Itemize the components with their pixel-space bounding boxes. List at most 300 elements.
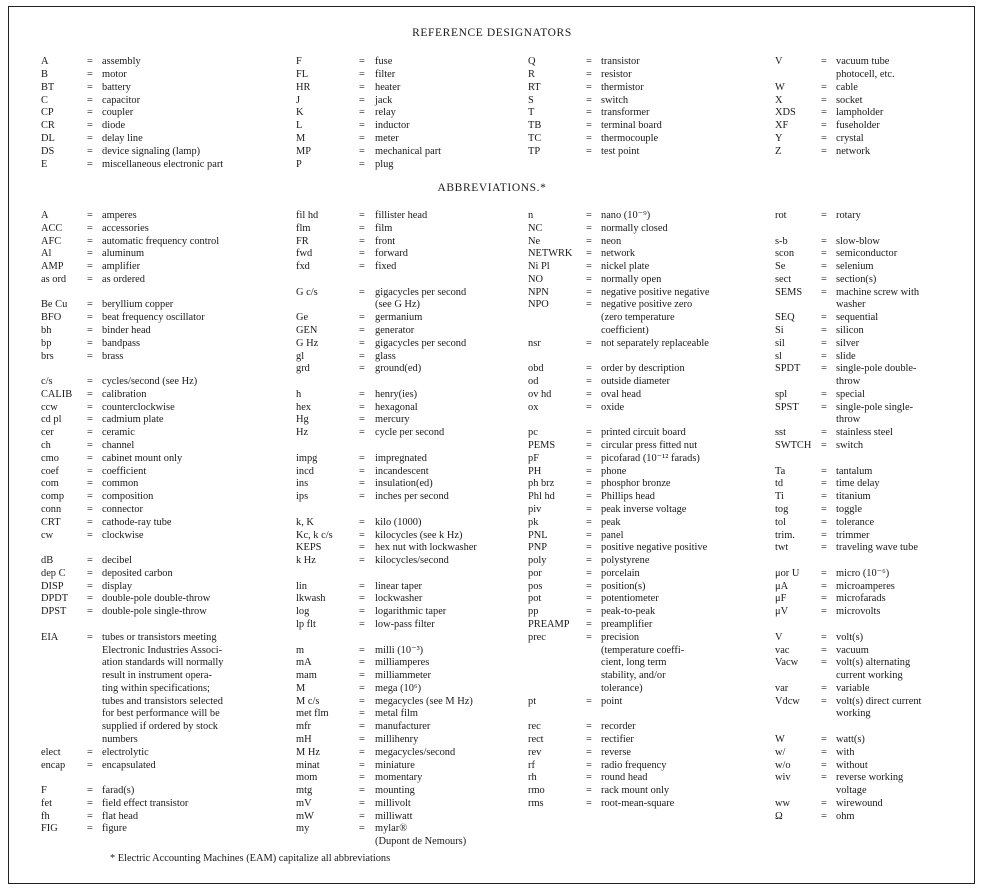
abbr-code: hex [296, 401, 312, 413]
abbr-code: od [528, 376, 539, 388]
abbr-equals: = [87, 210, 93, 221]
abbr-code: sst [775, 427, 786, 439]
abbr-definition: Electronic Industries Associ- [102, 644, 223, 656]
document-frame [8, 6, 975, 884]
abbr-definition: automatic frequency control [102, 235, 220, 247]
abbr-definition: coefficient) [601, 325, 649, 337]
abbr-definition: forward [375, 248, 408, 260]
ref-equals: = [87, 120, 93, 132]
ref-equals: = [87, 81, 93, 93]
abbr-definition: rotary [836, 210, 861, 221]
abbr-equals: = [359, 657, 365, 669]
abbr-equals: = [87, 465, 93, 477]
ref-code: RT [528, 81, 541, 93]
abbr-code: tol [775, 516, 786, 528]
ref-code: W [775, 81, 785, 93]
ref-code: TC [528, 133, 542, 145]
abbr-code: w/o [775, 759, 791, 771]
abbr-equals: = [821, 593, 827, 605]
abbr-definition: milli (10⁻³) [375, 644, 424, 656]
ref-equals: = [87, 94, 93, 106]
abbr-definition: milliwatt [375, 810, 413, 822]
abbr-code: k, K [296, 516, 314, 528]
abbr-code: AMP [41, 261, 64, 273]
abbr-equals: = [359, 248, 365, 260]
abbr-code: PH [528, 465, 542, 477]
abbr-definition: porcelain [601, 567, 640, 579]
abbr-code: elect [41, 746, 61, 758]
abbr-equals: = [359, 721, 365, 733]
abbr-definition: trimmer [836, 529, 870, 541]
abbr-definition: root-mean-square [601, 797, 675, 809]
ref-equals: = [586, 56, 592, 67]
ref-equals: = [87, 107, 93, 119]
ref-equals: = [821, 81, 827, 93]
ref-code: CP [41, 107, 54, 119]
abbr-equals: = [87, 388, 93, 400]
ref-definition: battery [102, 81, 131, 93]
abbr-definition: cadmium plate [102, 414, 164, 426]
abbr-definition: (see G Hz) [375, 299, 421, 311]
abbr-definition: mylar® [375, 823, 408, 835]
abbr-definition: momentary [375, 772, 423, 784]
abbr-definition: voltage [836, 785, 867, 797]
abbr-code: AFC [41, 235, 62, 247]
abbr-equals: = [586, 529, 592, 541]
abbr-equals: = [87, 478, 93, 490]
ref-definition: heater [375, 81, 401, 93]
abbr-code: pc [528, 427, 538, 439]
abbr-code: var [775, 682, 789, 694]
abbr-code: mV [296, 797, 312, 809]
abbr-equals: = [87, 273, 93, 285]
abbr-equals: = [359, 312, 365, 324]
ref-equals: = [586, 145, 592, 157]
abbr-code: Be Cu [41, 299, 68, 311]
abbr-equals: = [87, 606, 93, 618]
abbr-code: pos [528, 580, 543, 592]
abbr-code: s-b [775, 235, 788, 247]
ref-code: DS [41, 145, 55, 157]
ref-equals: = [821, 120, 827, 132]
ref-code: XDS [775, 107, 796, 119]
abbr-equals: = [586, 478, 592, 490]
abbr-code: NO [528, 273, 544, 285]
abbr-equals: = [87, 631, 93, 643]
abbr-definition: result in instrument opera- [102, 670, 212, 682]
ref-code: XF [775, 120, 789, 132]
abbr-definition: reverse [601, 746, 631, 758]
abbr-equals: = [359, 670, 365, 682]
abbr-equals: = [359, 235, 365, 247]
ref-equals: = [586, 68, 592, 80]
abbr-equals: = [359, 810, 365, 822]
abbr-definition: stainless steel [836, 427, 893, 439]
ref-code: S [528, 94, 534, 106]
abbr-definition: volt(s) direct current [836, 695, 922, 707]
abbr-definition: ceramic [102, 427, 135, 439]
abbr-code: fet [41, 797, 52, 809]
abbr-definition: machine screw with [836, 286, 920, 298]
abbr-code: ww [775, 797, 791, 809]
abbr-definition: glass [375, 350, 396, 362]
abbr-code: μA [775, 580, 789, 592]
abbr-code: sect [775, 273, 792, 285]
abbr-equals: = [821, 529, 827, 541]
abbr-definition: vacuum [836, 644, 869, 656]
abbr-code: minat [296, 759, 320, 771]
abbr-equals: = [359, 529, 365, 541]
abbr-equals: = [87, 261, 93, 273]
ref-definition: cable [836, 81, 858, 93]
ref-definition: thermistor [601, 81, 644, 93]
abbr-code: PNP [528, 542, 548, 554]
abbr-equals: = [359, 772, 365, 784]
abbr-code: comp [41, 491, 65, 503]
abbr-equals: = [821, 606, 827, 618]
abbr-code: sil [775, 337, 785, 349]
abbr-definition: logarithmic taper [375, 606, 447, 618]
ref-definition: crystal [836, 133, 864, 145]
abbr-definition: display [102, 580, 133, 592]
ref-definition: terminal board [601, 120, 662, 132]
abbr-equals: = [359, 350, 365, 362]
abbr-equals: = [359, 733, 365, 745]
abbr-equals: = [359, 210, 365, 221]
abbr-code: pF [528, 452, 539, 464]
abbr-equals: = [586, 235, 592, 247]
abbr-code: com [41, 478, 59, 490]
abbr-definition: gigacycles per second [375, 337, 467, 349]
abbr-definition: connector [102, 503, 143, 515]
ref-equals: = [586, 107, 592, 119]
abbr-equals: = [821, 657, 827, 669]
abbr-equals: = [586, 606, 592, 618]
abbr-equals: = [586, 452, 592, 464]
abbr-definition: nano (10⁻⁹) [601, 210, 651, 221]
abbr-code: NPN [528, 286, 549, 298]
abbr-definition: ground(ed) [375, 363, 422, 375]
abbr-definition: recorder [601, 721, 636, 733]
abbr-equals: = [87, 401, 93, 413]
abbr-equals: = [821, 644, 827, 656]
ref-equals: = [359, 81, 365, 93]
abbr-equals: = [359, 695, 365, 707]
ref-code: CR [41, 120, 55, 132]
abbr-definition: time delay [836, 478, 880, 490]
abbr-definition: radio frequency [601, 759, 667, 771]
abbr-code: trim. [775, 529, 795, 541]
ref-code: FL [296, 68, 309, 80]
abbr-equals: = [87, 235, 93, 247]
ref-definition: photocell, etc. [836, 68, 895, 80]
abbr-equals: = [821, 759, 827, 771]
abbr-equals: = [359, 363, 365, 375]
ref-code: Z [775, 145, 782, 157]
abbr-definition: tubes or transistors meeting [102, 631, 217, 643]
abbr-definition: aluminum [102, 248, 145, 260]
ref-definition: fuse [375, 56, 393, 67]
abbr-equals: = [586, 491, 592, 503]
abbreviations-title: ABBREVIATIONS.* [437, 182, 547, 194]
abbr-equals: = [359, 414, 365, 426]
abbr-definition: (zero temperature [601, 312, 675, 324]
abbr-definition: titanium [836, 491, 871, 503]
ref-definition: filter [375, 68, 396, 80]
abbr-equals: = [359, 388, 365, 400]
abbr-definition: (temperature coeffi- [601, 644, 685, 656]
abbr-equals: = [821, 261, 827, 273]
abbr-definition: hex nut with lockwasher [375, 542, 477, 554]
abbr-definition: slide [836, 350, 856, 362]
abbr-definition: sequential [836, 312, 879, 324]
abbr-equals: = [359, 555, 365, 567]
abbr-code: SPDT [775, 363, 801, 375]
abbr-definition: gigacycles per second [375, 286, 467, 298]
ref-code: R [528, 68, 535, 80]
abbr-equals: = [586, 337, 592, 349]
abbr-definition: coefficient [102, 465, 147, 477]
abbr-code: ACC [41, 222, 63, 234]
abbr-definition: encapsulated [102, 759, 156, 771]
abbr-code: NC [528, 222, 543, 234]
abbr-definition: outside diameter [601, 376, 670, 388]
ref-definition: inductor [375, 120, 410, 132]
abbr-code: piv [528, 503, 542, 515]
abbr-equals: = [359, 478, 365, 490]
reference-designators-title: REFERENCE DESIGNATORS [412, 27, 572, 39]
abbr-code: Kc, k c/s [296, 529, 333, 541]
ref-equals: = [87, 68, 93, 80]
abbr-code: μV [775, 606, 789, 618]
abbr-equals: = [87, 503, 93, 515]
abbr-definition: selenium [836, 261, 874, 273]
abbr-equals: = [359, 606, 365, 618]
abbr-code: poly [528, 555, 547, 567]
abbr-code: DPST [41, 606, 67, 618]
abbr-equals: = [821, 542, 827, 554]
abbr-equals: = [586, 261, 592, 273]
abbr-equals: = [586, 503, 592, 515]
abbr-equals: = [821, 388, 827, 400]
abbr-definition: order by description [601, 363, 685, 375]
abbr-definition: rectifier [601, 733, 634, 745]
abbr-code: BFO [41, 312, 62, 324]
abbr-equals: = [359, 222, 365, 234]
abbr-equals: = [87, 299, 93, 311]
ref-equals: = [821, 56, 827, 67]
abbr-equals: = [87, 567, 93, 579]
abbr-equals: = [821, 273, 827, 285]
abbr-definition: ting within specifications; [102, 682, 210, 694]
abbr-code: lp flt [296, 618, 316, 630]
abbr-equals: = [821, 350, 827, 362]
abbr-code: h [296, 388, 302, 400]
abbr-equals: = [359, 746, 365, 758]
abbr-code: pk [528, 516, 539, 528]
abbr-equals: = [359, 286, 365, 298]
abbr-equals: = [87, 580, 93, 592]
abbr-equals: = [586, 516, 592, 528]
abbr-code: rms [528, 797, 544, 809]
abbr-definition: volt(s) [836, 631, 864, 643]
ref-definition: thermocouple [601, 133, 659, 145]
abbr-code: lin [296, 580, 307, 592]
abbr-definition: with [836, 746, 855, 758]
abbr-definition: Phillips head [601, 491, 655, 503]
abbr-equals: = [821, 401, 827, 413]
abbr-definition: bandpass [102, 337, 141, 349]
abbr-definition: peak-to-peak [601, 606, 656, 618]
abbr-equals: = [586, 593, 592, 605]
abbr-code: FR [296, 235, 309, 247]
abbr-code: SWTCH [775, 440, 812, 452]
abbr-code: Vdcw [775, 695, 800, 707]
abbr-equals: = [359, 797, 365, 809]
abbr-code: Hz [296, 427, 309, 439]
abbr-definition: brass [102, 350, 124, 362]
abbr-equals: = [87, 440, 93, 452]
abbr-code: DISP [41, 580, 64, 592]
abbr-code: fh [41, 810, 50, 822]
abbr-definition: without [836, 759, 868, 771]
abbr-definition: kilocycles/second [375, 555, 449, 567]
abbr-definition: impregnated [375, 452, 427, 464]
abbr-code: obd [528, 363, 544, 375]
abbr-definition: silicon [836, 325, 864, 337]
abbr-code: ips [296, 491, 309, 503]
abbr-definition: cycle per second [375, 427, 445, 439]
abbr-definition: decibel [102, 555, 132, 567]
abbr-equals: = [87, 785, 93, 797]
abbr-definition: millihenry [375, 733, 419, 745]
abbr-equals: = [359, 452, 365, 464]
abbr-equals: = [821, 746, 827, 758]
abbr-equals: = [821, 286, 827, 298]
ref-definition: transistor [601, 56, 640, 67]
abbr-definition: traveling wave tube [836, 542, 918, 554]
ref-definition: transformer [601, 107, 650, 119]
abbr-equals: = [87, 491, 93, 503]
abbr-definition: phone [601, 465, 627, 477]
ref-definition: relay [375, 107, 396, 119]
ref-code: M [296, 133, 306, 145]
abbr-code: mH [296, 733, 312, 745]
abbr-code: encap [41, 759, 66, 771]
abbr-equals: = [586, 580, 592, 592]
abbr-code: Hg [296, 414, 309, 426]
abbr-code: M c/s [296, 695, 320, 707]
abbr-code: ccw [41, 401, 58, 413]
ref-equals: = [359, 56, 365, 67]
abbr-definition: tantalum [836, 465, 873, 477]
abbr-definition: film [375, 222, 393, 234]
abbr-definition: numbers [102, 733, 138, 745]
abbr-equals: = [87, 529, 93, 541]
abbr-code: rect [528, 733, 544, 745]
abbr-definition: peak inverse voltage [601, 503, 687, 515]
abbr-equals: = [821, 516, 827, 528]
abbr-code: fwd [296, 248, 313, 260]
abbr-definition: section(s) [836, 273, 877, 285]
abbr-definition: amperes [102, 210, 137, 221]
abbr-code: CRT [41, 516, 61, 528]
ref-code: E [41, 158, 48, 170]
abbr-definition: positive negative positive [601, 542, 708, 554]
abbr-equals: = [87, 350, 93, 362]
abbr-equals: = [586, 785, 592, 797]
abbr-equals: = [87, 746, 93, 758]
abbr-equals: = [821, 682, 827, 694]
abbr-code: Al [41, 248, 52, 260]
ref-definition: resistor [601, 68, 632, 80]
ref-code: MP [296, 145, 312, 157]
abbr-definition: milliamperes [375, 657, 430, 669]
abbr-definition: deposited carbon [102, 567, 173, 579]
abbr-definition: potentiometer [601, 593, 659, 605]
abbr-code: vac [775, 644, 790, 656]
ref-definition: miscellaneous electronic part [102, 158, 224, 170]
abbr-definition: normally closed [601, 222, 668, 234]
abbr-code: spl [775, 388, 788, 400]
ref-equals: = [359, 107, 365, 119]
abbr-code: V [775, 631, 783, 643]
abbr-definition: cabinet mount only [102, 452, 183, 464]
abbr-code: prec [528, 631, 546, 643]
ref-equals: = [359, 68, 365, 80]
abbr-equals: = [821, 248, 827, 260]
abbr-definition: preamplifier [601, 618, 653, 630]
abbr-code: mom [296, 772, 318, 784]
abbr-code: cw [41, 529, 54, 541]
abbr-equals: = [821, 733, 827, 745]
ref-code: K [296, 107, 304, 119]
abbr-code: Se [775, 261, 786, 273]
ref-definition: capacitor [102, 94, 141, 106]
abbr-definition: as ordered [102, 273, 145, 285]
abbr-definition: amplifier [102, 261, 141, 273]
abbr-code: NPO [528, 299, 549, 311]
abbr-equals: = [87, 414, 93, 426]
abbr-definition: throw [836, 414, 861, 426]
ref-code: Q [528, 56, 536, 67]
abbr-code: por [528, 567, 542, 579]
abbr-definition: milliammeter [375, 670, 431, 682]
abbr-equals: = [359, 325, 365, 337]
abbr-code: k Hz [296, 555, 316, 567]
ref-equals: = [586, 133, 592, 145]
abbr-code: dep C [41, 567, 66, 579]
abbr-code: incd [296, 465, 314, 477]
footnote: * Electric Accounting Machines (EAM) capitalize all abbreviations [110, 853, 391, 864]
abbr-equals: = [87, 823, 93, 835]
abbr-definition: watt(s) [836, 733, 865, 745]
abbr-code: Ni Pl [528, 261, 550, 273]
abbr-code: brs [41, 350, 54, 362]
abbr-definition: megacycles/second [375, 746, 456, 758]
ref-definition: diode [102, 120, 126, 132]
abbr-definition: farad(s) [102, 785, 135, 797]
ref-code: TB [528, 120, 542, 132]
abbr-definition: mounting [375, 785, 415, 797]
ref-code: HR [296, 81, 311, 93]
abbr-code: Phl hd [528, 491, 555, 503]
abbr-definition: working [836, 708, 871, 720]
abbr-definition: front [375, 235, 396, 247]
abbr-definition: composition [102, 491, 154, 503]
abbr-code: m [296, 644, 305, 656]
abbr-equals: = [586, 542, 592, 554]
